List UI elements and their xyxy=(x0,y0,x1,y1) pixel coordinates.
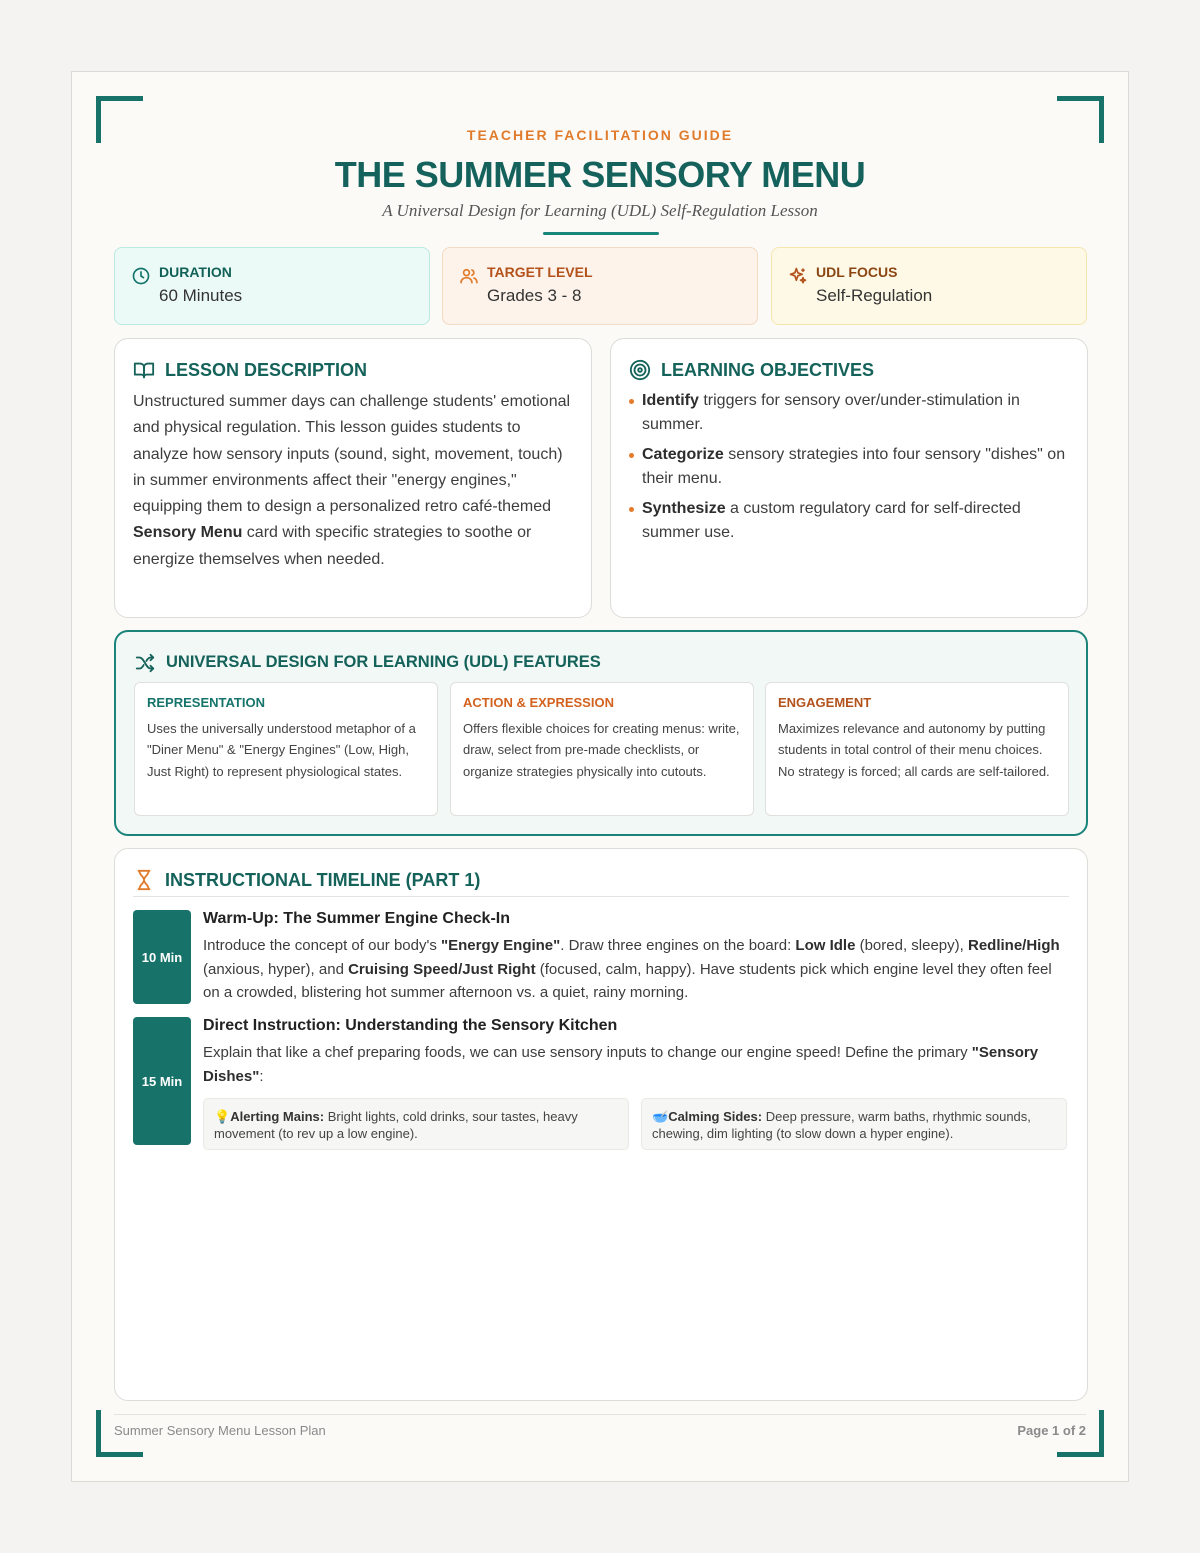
timeline-step-text xyxy=(203,934,1069,1005)
target-icon xyxy=(629,359,651,381)
target-level-label: TARGET LEVEL xyxy=(487,264,593,280)
objective-item xyxy=(629,443,1069,490)
step-text-part: (focused, calm, happy). Have students pick which engine level they often feel on a crowded, blistering hot summer afternoon vs. a quiet, rainy morning. xyxy=(203,960,1052,1001)
bowl-icon: 🥣 xyxy=(652,1109,669,1124)
objective-text: sensory strategies into four sensory "dishes" on their menu. xyxy=(642,446,1066,487)
target-level-card xyxy=(442,247,758,325)
book-icon xyxy=(133,359,155,381)
learning-objectives-title: LEARNING OBJECTIVES xyxy=(661,360,875,380)
udl-box-title: REPRESENTATION xyxy=(147,695,265,710)
udl-box-title: ACTION & EXPRESSION xyxy=(463,695,614,710)
description-highlight: Sensory Menu xyxy=(133,524,243,542)
udl-box-text: Offers flexible choices for creating menus: write, draw, select from pre-made checklists, or organize strategies physically into cutouts. xyxy=(463,721,740,779)
objective-text: a custom regulatory card for self-directed summer use. xyxy=(642,500,1021,541)
step-highlight: Redline/High xyxy=(967,937,1060,954)
step-text-part: : xyxy=(259,1067,264,1085)
description-text-part: card with specific strategies to soothe or energize themselves when needed. xyxy=(133,524,532,568)
step-text-part: (anxious, hyper), and xyxy=(203,960,349,978)
sensory-dishes-row xyxy=(203,1098,1069,1150)
step-text-part: (bored, sleepy), xyxy=(855,937,968,954)
page-title: THE SUMMER SENSORY MENU xyxy=(334,154,866,195)
udl-focus-value: Self-Regulation xyxy=(816,286,933,305)
timeline-step-body xyxy=(203,1017,1069,1150)
lesson-description-title: LESSON DESCRIPTION xyxy=(165,360,368,380)
udl-box-title: ENGAGEMENT xyxy=(778,695,872,710)
duration-label: DURATION xyxy=(159,264,232,280)
guide-kicker: TEACHER FACILITATION GUIDE xyxy=(466,127,734,143)
timeline-step-title: Direct Instruction: Understanding the Sensory Kitchen xyxy=(203,1017,618,1034)
udl-action-expression-box xyxy=(450,682,754,816)
objective-verb: Identify xyxy=(642,392,699,409)
udl-features-title: UNIVERSAL DESIGN FOR LEARNING (UDL) FEATURES xyxy=(166,653,601,671)
learning-objectives-card xyxy=(610,338,1088,618)
timeline-step-title: Warm-Up: The Summer Engine Check-In xyxy=(203,910,510,927)
udl-focus-label: UDL FOCUS xyxy=(816,264,898,280)
objective-item xyxy=(629,389,1069,436)
objective-text: triggers for sensory over/under-stimulation in summer. xyxy=(642,392,1020,433)
timeline-title: INSTRUCTIONAL TIMELINE (PART 1) xyxy=(165,870,481,890)
step-highlight: Low Idle xyxy=(795,937,856,954)
instructional-timeline-card xyxy=(114,848,1088,1401)
step-text-part: Explain that like a chef preparing foods, we can use sensory inputs to change our engine speed! Define the primary xyxy=(203,1044,972,1061)
objectives-list xyxy=(629,389,1069,551)
dish-label: Calming Sides: xyxy=(668,1109,763,1124)
step-text-part: . Draw three engines on the board: xyxy=(560,937,796,954)
lightbulb-icon: 💡 xyxy=(214,1109,231,1124)
udl-focus-card xyxy=(771,247,1087,325)
description-text-part: Unstructured summer days can challenge students' emotional and physical regulation. This lesson guides students to analyze how sensory inputs (sound, sight, movement, touch) in summer environments affect their "energy engines," equipping them to design a personalized retro café-themed xyxy=(133,393,571,516)
footer-divider xyxy=(114,1414,1086,1415)
objective-verb: Categorize xyxy=(642,446,724,463)
duration-badge: 15 Min xyxy=(133,1017,191,1145)
lesson-description-text xyxy=(133,389,578,573)
timeline-step-text xyxy=(203,1041,1069,1088)
step-highlight: "Energy Engine" xyxy=(441,937,561,954)
udl-representation-box xyxy=(134,682,438,816)
target-level-value: Grades 3 - 8 xyxy=(487,286,582,305)
udl-box-text: Maximizes relevance and autonomy by putting students in total control of their menu choices. No strategy is forced; all cards are self-tailored. xyxy=(778,721,1050,779)
lesson-page xyxy=(71,71,1129,1482)
udl-features-card xyxy=(114,630,1088,836)
clock-icon xyxy=(131,266,151,286)
objective-verb: Synthesize xyxy=(642,500,726,517)
dish-text: Deep pressure, warm baths, rhythmic sounds, chewing, dim lighting (to slow down a hyper engine). xyxy=(652,1109,1031,1141)
duration-value: 60 Minutes xyxy=(159,286,243,305)
hourglass-icon xyxy=(133,869,155,891)
duration-card xyxy=(114,247,430,325)
dish-text: Bright lights, cold drinks, sour tastes, heavy movement (to rev up a low engine). xyxy=(214,1109,578,1141)
lesson-description-card xyxy=(114,338,592,618)
alerting-mains-box xyxy=(203,1098,629,1150)
footer-title: Summer Sensory Menu Lesson Plan xyxy=(114,1423,326,1438)
dish-label: Alerting Mains: xyxy=(230,1109,325,1124)
duration-badge: 10 Min xyxy=(133,910,191,1004)
udl-engagement-box xyxy=(765,682,1069,816)
page-number: Page 1 of 2 xyxy=(1017,1423,1086,1438)
calming-sides-box xyxy=(641,1098,1067,1150)
users-icon xyxy=(459,266,479,286)
objective-item xyxy=(629,497,1069,544)
step-text-part: Introduce the concept of our body's xyxy=(203,937,442,954)
timeline-step-body xyxy=(203,910,1069,1005)
title-underline xyxy=(543,232,659,235)
udl-box-text: Uses the universally understood metaphor of a "Diner Menu" & "Energy Engines" (Low, High, Just Right) to represent physiological states. xyxy=(147,721,416,779)
step-highlight: "Sensory Dishes" xyxy=(203,1044,1039,1085)
shuffle-icon xyxy=(134,652,156,674)
timeline-divider xyxy=(133,896,1069,897)
page-subtitle: A Universal Design for Learning (UDL) Self-Regulation Lesson xyxy=(382,201,818,220)
step-highlight: Cruising Speed/Just Right xyxy=(348,960,536,978)
sparkle-icon xyxy=(788,266,808,286)
